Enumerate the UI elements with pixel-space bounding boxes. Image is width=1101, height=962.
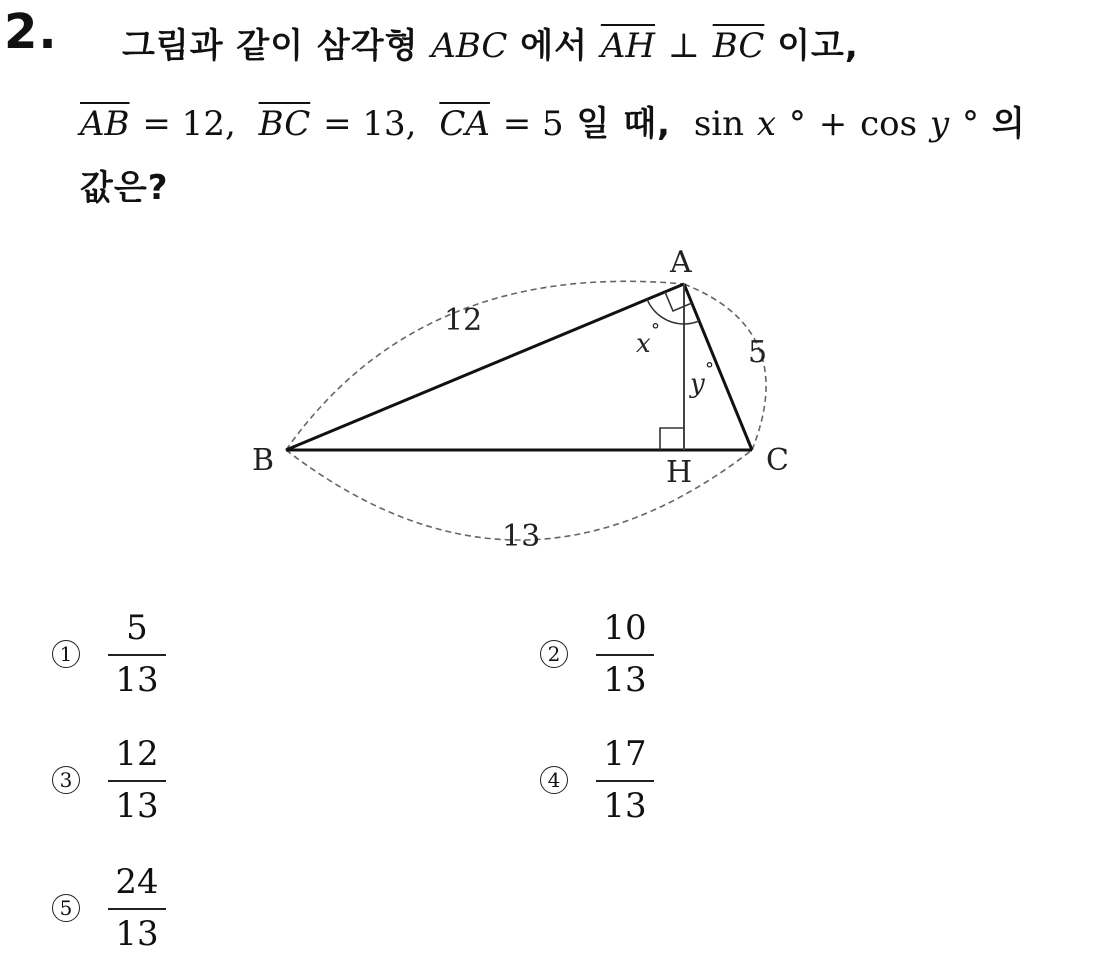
fraction-bar xyxy=(596,654,654,656)
sin-function: sin xyxy=(693,104,745,144)
choice-1[interactable] xyxy=(52,608,166,700)
segment-ca: $\overline{CA}$ xyxy=(439,104,490,144)
value-ab: = 12, xyxy=(142,104,236,144)
numerator: 10 xyxy=(603,608,647,648)
question-line-3: 값은? xyxy=(80,168,169,208)
value-ca: = 5 xyxy=(502,104,564,144)
choice-number: 2 xyxy=(540,640,568,668)
denominator: 13 xyxy=(115,660,159,700)
degree-symbol: ° xyxy=(788,104,806,144)
side-ab xyxy=(286,284,684,450)
degree-symbol: ° xyxy=(961,104,979,144)
numerator: 5 xyxy=(126,608,148,648)
side-ac xyxy=(684,284,752,450)
choice-number: 3 xyxy=(52,766,80,794)
angle-y-degree: ° xyxy=(705,359,714,380)
side-ca-label: 5 xyxy=(748,335,768,370)
choice-3[interactable] xyxy=(52,734,166,826)
numerator: 17 xyxy=(603,734,647,774)
question-text: 에서 xyxy=(520,26,601,66)
segment-bc: $\overline{BC}$ xyxy=(712,26,765,66)
perpendicular-symbol: ⊥ xyxy=(667,26,700,66)
fraction-bar xyxy=(108,654,166,656)
denominator: 13 xyxy=(603,660,647,700)
value-bc: = 13, xyxy=(323,104,417,144)
choice-fraction xyxy=(108,734,166,826)
fraction-bar xyxy=(108,908,166,910)
segment-ab: $\overline{AB}$ xyxy=(80,104,130,144)
question-text: 일 때, xyxy=(576,104,671,144)
choice-4[interactable] xyxy=(540,734,654,826)
question-number: 2. xyxy=(4,4,58,60)
fraction-bar xyxy=(596,780,654,782)
angle-y-label: y xyxy=(690,369,705,399)
angle-x-degree: ° xyxy=(651,320,660,341)
choice-number: 1 xyxy=(52,640,80,668)
denominator: 13 xyxy=(115,914,159,954)
angle-arc-y xyxy=(684,321,699,324)
question-text: 의 xyxy=(991,104,1026,144)
side-bc-label: 13 xyxy=(502,519,541,554)
choice-fraction xyxy=(596,734,654,826)
vertex-c-label: C xyxy=(766,443,789,478)
choice-number: 5 xyxy=(52,894,80,922)
numerator: 12 xyxy=(115,734,159,774)
right-angle-h xyxy=(660,428,684,450)
choice-fraction xyxy=(108,862,166,954)
denominator: 13 xyxy=(115,786,159,826)
choice-5[interactable] xyxy=(52,862,166,954)
vertex-h-label: H xyxy=(666,455,693,490)
segment-bc: $\overline{BC}$ xyxy=(258,104,311,144)
angle-x-label: x xyxy=(636,329,651,359)
vertex-a-label: A xyxy=(670,245,692,280)
segment-ah: $\overline{AH}$ xyxy=(600,26,656,66)
question-text: 이고, xyxy=(777,26,859,66)
question-text: 그림과 같이 삼각형 xyxy=(122,26,432,66)
fraction-bar xyxy=(108,780,166,782)
choice-2[interactable] xyxy=(540,608,654,700)
choice-fraction xyxy=(108,608,166,700)
triangle-name: ABC xyxy=(431,26,508,66)
choice-fraction xyxy=(596,608,654,700)
variable-x: x xyxy=(756,104,777,144)
vertex-b-label: B xyxy=(252,443,275,478)
plus-sign: + xyxy=(818,104,848,144)
variable-y: y xyxy=(929,104,950,144)
side-ab-label: 12 xyxy=(444,303,483,338)
cos-function: cos xyxy=(860,104,918,144)
numerator: 24 xyxy=(115,862,159,902)
choice-number: 4 xyxy=(540,766,568,794)
denominator: 13 xyxy=(603,786,647,826)
